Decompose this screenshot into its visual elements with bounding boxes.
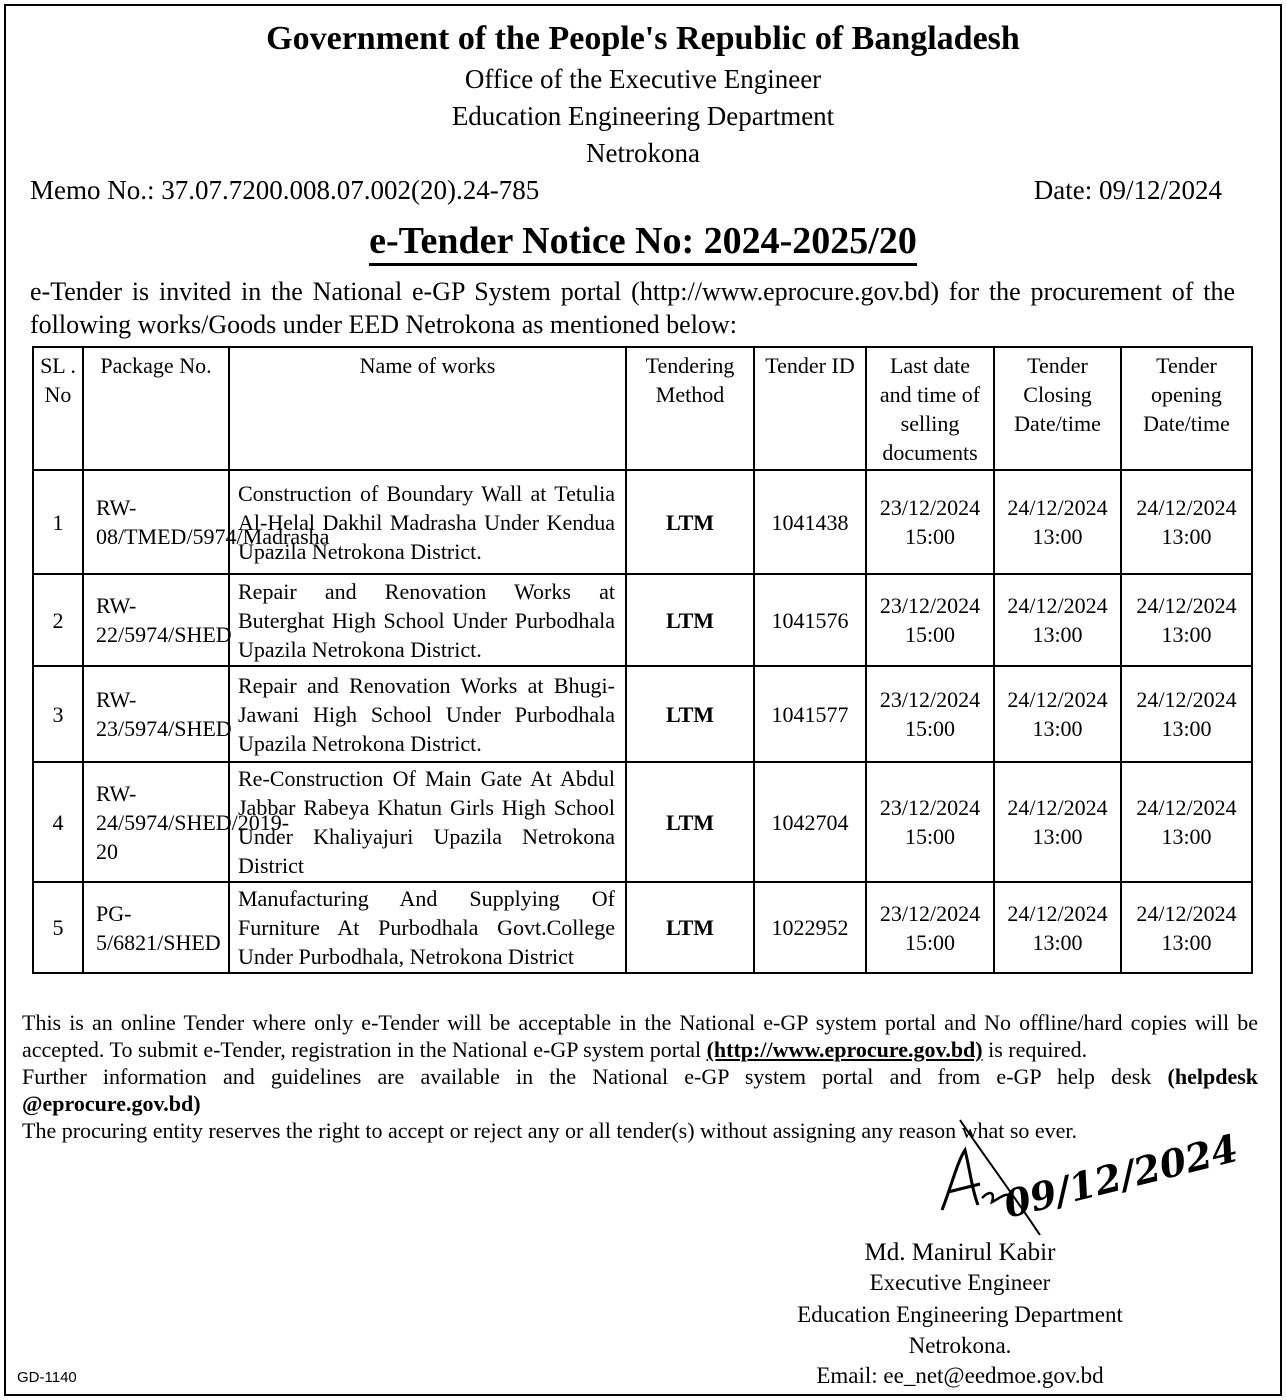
- cell-tender-id: 1042704: [754, 762, 866, 882]
- package-text: RW-22/5974/SHED: [96, 593, 232, 647]
- table-header-row: [33, 347, 1252, 470]
- helpdesk-email: (helpdesk @eprocure.gov.bd): [22, 1064, 1259, 1116]
- cell-tender-id: 1022952: [754, 882, 866, 973]
- col-tender-id: Tender ID: [754, 347, 866, 470]
- office-city: Netrokona: [586, 138, 700, 168]
- package-text: PG-5/6821/SHED: [96, 900, 221, 955]
- col-method: Tendering Method: [626, 347, 754, 470]
- cell-package: [83, 470, 330, 574]
- table-row: [33, 762, 1252, 882]
- table-row: [33, 574, 1252, 666]
- close-date: 24/12/2024: [1007, 900, 1108, 926]
- table-row: [33, 666, 1252, 762]
- open-time: 13:00: [1161, 929, 1212, 955]
- cell-closing: [994, 574, 1121, 666]
- sell-time: 15:00: [904, 622, 956, 647]
- col-opening: Tender opening Date/time: [1121, 347, 1252, 470]
- open-date: 24/12/2024: [1136, 795, 1237, 820]
- close-date: 24/12/2024: [1007, 593, 1108, 618]
- col-closing: Tender Closing Date/time: [994, 347, 1121, 470]
- signature-date: 09/12/2024: [999, 1125, 1243, 1227]
- cell-method: LTM: [626, 762, 754, 882]
- signatory-designation: Executive Engineer: [869, 1270, 1051, 1295]
- cell-sl: 1: [33, 470, 83, 574]
- col-package: Package No.: [83, 347, 229, 470]
- close-date: 24/12/2024: [1007, 795, 1108, 820]
- signatory-city: Netrokona.: [908, 1333, 1012, 1358]
- cell-closing: [994, 470, 1121, 574]
- cell-sl: 3: [33, 666, 83, 762]
- cell-package: [83, 882, 229, 973]
- cell-tender-id: 1041438: [754, 470, 866, 574]
- cell-method: LTM: [626, 470, 754, 574]
- cell-selling: [866, 882, 994, 973]
- memo-number: Memo No.: 37.07.7200.008.07.002(20).24-785: [30, 175, 540, 205]
- sell-time: 15:00: [904, 716, 956, 741]
- notice-title-text: e-Tender Notice No: 2024-2025/20: [369, 220, 917, 266]
- open-time: 13:00: [1161, 824, 1212, 849]
- cell-closing: [994, 666, 1121, 762]
- cell-opening: [1121, 574, 1252, 666]
- sell-time: 15:00: [904, 929, 956, 955]
- sell-date: 23/12/2024: [879, 593, 981, 618]
- cell-opening: [1121, 470, 1252, 574]
- signatory-name: Md. Manirul Kabir: [864, 1239, 1056, 1266]
- cell-tender-id: 1041576: [754, 574, 866, 666]
- sell-time: 15:00: [904, 524, 956, 549]
- close-time: 13:00: [1032, 622, 1083, 647]
- footer-code: GD-1140: [17, 1369, 77, 1386]
- cell-works: Manufacturing And Supplying Of Furniture At Purbodhala Govt.College Under Purbodhala, Netrokona District: [229, 882, 626, 973]
- note-helpdesk-text: Further information and guidelines are available in the National e-GP system portal and from e-GP help desk: [22, 1064, 1152, 1089]
- cell-method: LTM: [626, 666, 754, 762]
- cell-sl: 5: [33, 882, 83, 973]
- cell-selling: [866, 762, 994, 882]
- close-date: 24/12/2024: [1007, 687, 1108, 712]
- cell-selling: [866, 574, 994, 666]
- open-time: 13:00: [1161, 716, 1212, 741]
- signatory-email: Email: ee_net@eedmoe.gov.bd: [816, 1363, 1104, 1388]
- cell-works: Repair and Renovation Works at Bhugi-Jawani High School Under Purbodhala Upazila Netrokona District.: [229, 666, 626, 762]
- cell-opening: [1121, 882, 1252, 973]
- department-name: Education Engineering Department: [451, 101, 835, 131]
- intro-paragraph: e-Tender is invited in the National e-GP System portal (http://www.eprocure.gov.bd) for the procurement of the following works/Goods under EED Netrokona as mentioned below:: [30, 277, 1235, 339]
- open-date: 24/12/2024: [1136, 495, 1237, 520]
- open-date: 24/12/2024: [1136, 900, 1237, 926]
- package-text: RW-24/5974/SHED/2019-20: [96, 780, 290, 864]
- sell-date: 23/12/2024: [879, 687, 981, 712]
- sell-date: 23/12/2024: [879, 795, 981, 820]
- close-time: 13:00: [1032, 824, 1083, 849]
- cell-sl: 4: [33, 762, 83, 882]
- note-online-end: is required.: [988, 1037, 1088, 1062]
- office-name: Office of the Executive Engineer: [464, 64, 822, 94]
- cell-tender-id: 1041577: [754, 666, 866, 762]
- cell-method: LTM: [626, 574, 754, 666]
- note-online: [22, 1009, 1258, 1063]
- cell-opening: [1121, 666, 1252, 762]
- col-works: Name of works: [229, 347, 626, 470]
- cell-closing: [994, 762, 1121, 882]
- close-time: 13:00: [1032, 716, 1083, 741]
- government-title: Government of the People's Republic of Bangladesh: [266, 20, 1020, 57]
- cell-package: [83, 666, 232, 762]
- cell-closing: [994, 882, 1121, 973]
- open-date: 24/12/2024: [1136, 593, 1237, 618]
- sell-time: 15:00: [904, 824, 956, 849]
- sell-date: 23/12/2024: [879, 900, 981, 926]
- close-date: 24/12/2024: [1007, 495, 1108, 520]
- col-selling: Last date and time of selling documents: [866, 347, 994, 470]
- table-row: [33, 470, 1252, 574]
- cell-package: [83, 762, 290, 882]
- cell-package: [83, 574, 232, 666]
- cell-works: Repair and Renovation Works at Buterghat High School Under Purbodhala Upazila Netrokona District.: [229, 574, 626, 666]
- notice-title: [0, 222, 1286, 260]
- package-text: RW-08/TMED/5974/Madrasha: [96, 495, 330, 549]
- eprocure-link[interactable]: (http://www.eprocure.gov.bd): [706, 1037, 983, 1062]
- table-row: [33, 882, 1252, 973]
- cell-method: LTM: [626, 882, 754, 973]
- cell-opening: [1121, 762, 1252, 882]
- signatory-department: Education Engineering Department: [797, 1302, 1123, 1327]
- open-time: 13:00: [1161, 524, 1212, 549]
- tender-table: [32, 346, 1253, 974]
- package-text: RW-23/5974/SHED: [96, 687, 232, 741]
- cell-selling: [866, 470, 994, 574]
- close-time: 13:00: [1032, 524, 1083, 549]
- col-sl: SL . No: [33, 347, 83, 470]
- note-online-text: This is an online Tender where only e-Tender will be acceptable in the National e-GP system portal and No offline/hard copies will be accepted. To submit e-Tender, registration in the National e-GP system portal: [22, 1010, 1258, 1062]
- cell-works: Re-Construction Of Main Gate At Abdul Jabbar Rabeya Khatun Girls High School Under Khaliyajuri Upazila Netrokona District: [229, 762, 626, 882]
- handwritten-signature: [920, 1080, 1243, 1240]
- cell-sl: 2: [33, 574, 83, 666]
- open-date: 24/12/2024: [1136, 687, 1237, 712]
- open-time: 13:00: [1161, 622, 1212, 647]
- notice-date: Date: 09/12/2024: [1033, 175, 1222, 205]
- sell-date: 23/12/2024: [879, 495, 981, 520]
- close-time: 13:00: [1032, 929, 1083, 955]
- note-rights: The procuring entity reserves the right to accept or reject any or all tender(s) without assigning any reason what so ever.: [22, 1118, 1078, 1143]
- cell-selling: [866, 666, 994, 762]
- cell-works: Construction of Boundary Wall at Tetulia Al-Helal Dakhil Madrasha Under Kendua Upazila Netrokona District.: [229, 470, 626, 574]
